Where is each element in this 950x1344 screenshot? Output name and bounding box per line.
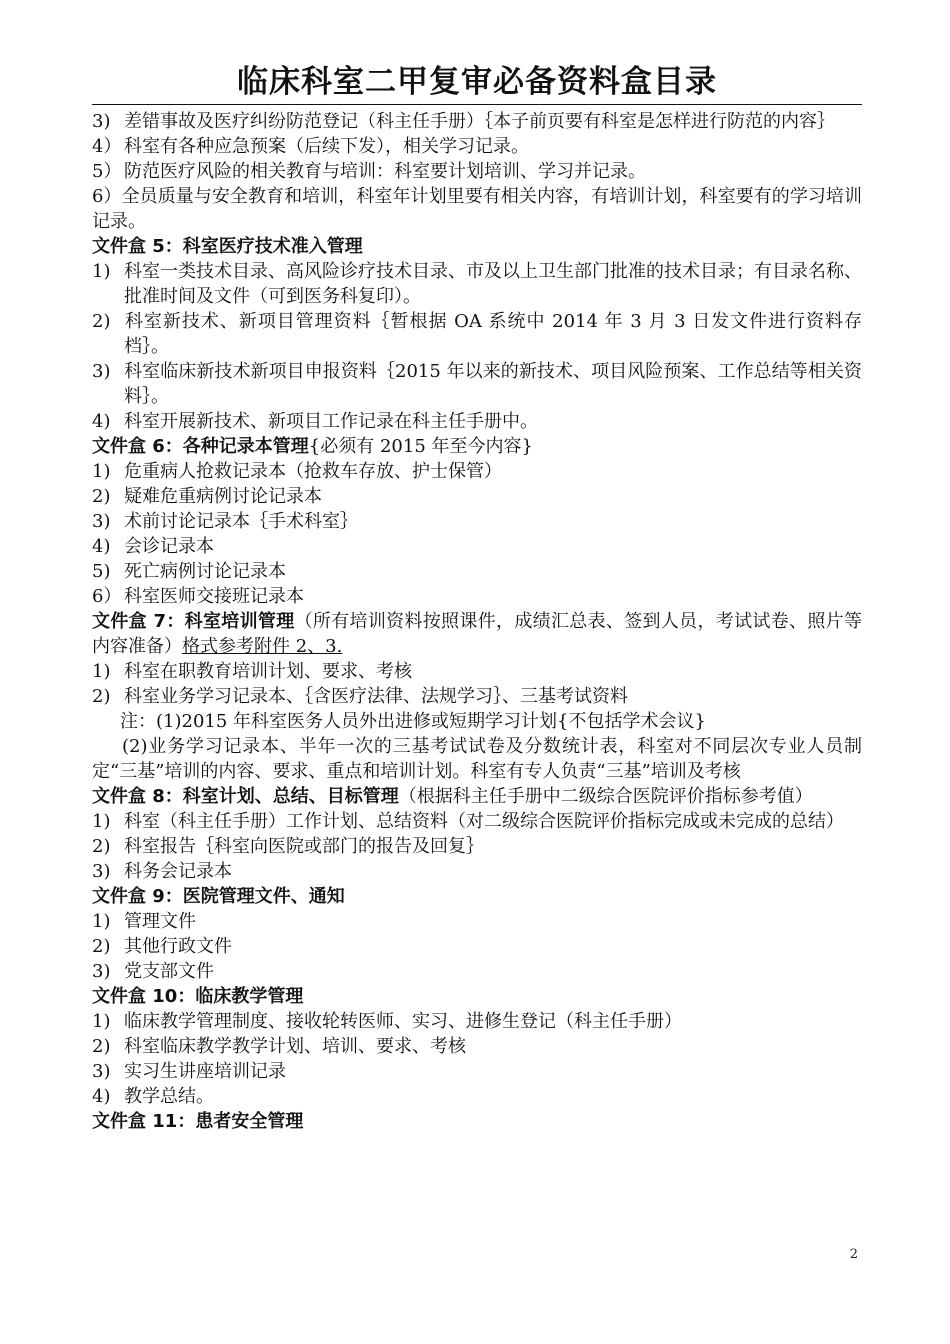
- item-number: 4): [92, 1086, 111, 1107]
- item-text: 防范医疗风险的相关教育与培训：科室要计划培训、学习并记录。: [124, 161, 646, 182]
- item-number: 3): [92, 361, 111, 382]
- reference-link: 格式参考附件 2、3.: [182, 636, 343, 657]
- section-heading-text: 文件盒 8：科室计划、总结、目标管理: [92, 786, 399, 807]
- document-page: [92, 60, 862, 1134]
- list-item: [92, 909, 862, 934]
- section-heading-box6: [92, 434, 862, 459]
- item-number: 1): [92, 661, 111, 682]
- page-title: 临床科室二甲复审必备资料盒目录: [237, 64, 717, 100]
- item-text: 党支部文件: [124, 961, 214, 982]
- section-heading-note: （根据科主任手册中二级综合医院评价指标参考值）: [398, 786, 813, 807]
- item-number: 5）: [92, 161, 122, 182]
- section-heading-box10: [92, 984, 862, 1009]
- item-text: 科室（科主任手册）工作计划、总结资料（对二级综合医院评价指标完成或未完成的总结）: [124, 811, 844, 832]
- list-item: [92, 834, 862, 859]
- item-text: 科室有各种应急预案（后续下发），相关学习记录。: [124, 136, 529, 157]
- section-heading-text: 文件盒 11：患者安全管理: [92, 1111, 304, 1132]
- item-number: 3): [92, 111, 111, 132]
- list-item: [92, 1009, 862, 1034]
- item-number: 4): [92, 411, 111, 432]
- item-text: 科室新技术、新项目管理资料｛暂根据 OA 系统中 2014 年 3 月 3 日发文件进行资料存档｝。: [124, 311, 862, 357]
- item-text: 会诊记录本: [124, 536, 214, 557]
- item-text: 科室临床教学教学计划、培训、要求、考核: [124, 1036, 466, 1057]
- page-number: 2: [849, 1247, 858, 1262]
- item-text: 科室报告｛科室向医院或部门的报告及回复｝: [124, 836, 484, 857]
- item-text: 科室一类技术目录、高风险诊疗技术目录、市及以上卫生部门批准的技术目录；有目录名称、批准时间及文件（可到医务科复印）。: [124, 261, 862, 307]
- item-text: 管理文件: [124, 911, 196, 932]
- list-item: [92, 484, 862, 509]
- item-text: 临床教学管理制度、接收轮转医师、实习、进修生登记（科主任手册）: [124, 1011, 682, 1032]
- item-number: 1): [92, 811, 111, 832]
- list-item: [92, 659, 862, 684]
- item-text: 死亡病例讨论记录本: [124, 561, 286, 582]
- item-number: 1): [92, 461, 111, 482]
- item-number: 5): [92, 561, 111, 582]
- item-text: 科务会记录本: [124, 861, 232, 882]
- item-number: 2): [92, 686, 111, 707]
- section-heading-text: 文件盒 7：科室培训管理: [92, 611, 295, 632]
- title-divider: [92, 104, 862, 105]
- item-text: 科室开展新技术、新项目工作记录在科主任手册中。: [124, 411, 538, 432]
- item-number: 2): [92, 1036, 111, 1057]
- list-item: [92, 559, 862, 584]
- section-heading-box11: [92, 1109, 862, 1134]
- item-text: 实习生讲座培训记录: [124, 1061, 286, 1082]
- list-item: [92, 109, 862, 134]
- section-heading-text: 文件盒 9：医院管理文件、通知: [92, 886, 345, 907]
- note-text: 注：(1)2015 年科室医务人员外出进修或短期学习计划{不包括学术会议}: [120, 711, 706, 732]
- item-text: 科室临床新技术新项目申报资料｛2015 年以来的新技术、项目风险预案、工作总结等相关资料｝。: [124, 361, 862, 407]
- section-heading-note: （所有培训资料按照课件，成绩汇总表、签到人员，考试试卷、照片等内容准备）: [92, 611, 862, 657]
- item-text: 疑难危重病例讨论记录本: [124, 486, 322, 507]
- list-item: [92, 534, 862, 559]
- item-number: 6）: [92, 586, 122, 607]
- list-item: [92, 809, 862, 834]
- list-item: [92, 359, 862, 409]
- item-number: 3): [92, 511, 111, 532]
- section-heading-box9: [92, 884, 862, 909]
- section-heading-text: 文件盒 5：科室医疗技术准入管理: [92, 236, 363, 257]
- list-item: [92, 859, 862, 884]
- item-text: 科室在职教育培训计划、要求、考核: [124, 661, 412, 682]
- item-number: 2): [92, 486, 111, 507]
- section-heading-text: 文件盒 10：临床教学管理: [92, 986, 304, 1007]
- item-number: 4): [92, 536, 111, 557]
- item-text: 其他行政文件: [124, 936, 232, 957]
- item-number: 3): [92, 861, 111, 882]
- list-item: 6）全员质量与安全教育和培训，科室年计划里要有相关内容，有培训计划，科室要有的学习培训记录。: [92, 186, 862, 232]
- item-text: 术前讨论记录本｛手术科室｝: [124, 511, 358, 532]
- section-heading-box8: [92, 784, 862, 809]
- list-item: [92, 259, 862, 309]
- list-item: [92, 459, 862, 484]
- list-item: [92, 409, 862, 434]
- list-item: [92, 934, 862, 959]
- item-number: 2): [92, 936, 111, 957]
- item-text: 科室业务学习记录本、｛含医疗法律、法规学习｝、三基考试资料: [124, 686, 628, 707]
- item-number: 3): [92, 961, 111, 982]
- note-text: (2)业务学习记录本、半年一次的三基考试试卷及分数统计表，科室对不同层次专业人员制定“三基”培训的内容、要求、重点和培训计划。科室有专人负责“三基”培训及考核: [92, 736, 862, 782]
- list-item: [92, 134, 862, 159]
- item-text: 科室医师交接班记录本: [124, 586, 304, 607]
- item-number: 1): [92, 1011, 111, 1032]
- list-item: [92, 159, 862, 184]
- item-text: 危重病人抢救记录本（抢救车存放、护士保管）: [124, 461, 502, 482]
- item-number: 3): [92, 1061, 111, 1082]
- item-number: 2): [92, 311, 111, 332]
- item-number: 4）: [92, 136, 122, 157]
- section-heading-text: 文件盒 6：各种记录本管理: [92, 436, 309, 457]
- list-item: [92, 1059, 862, 1084]
- section-heading-box5: [92, 234, 862, 259]
- section-heading-note: {必须有 2015 年至今内容}: [308, 436, 533, 457]
- item-number: 2): [92, 836, 111, 857]
- list-item: [92, 584, 862, 609]
- item-text: 差错事故及医疗纠纷防范登记（科主任手册）｛本子前页要有科室是怎样进行防范的内容｝: [124, 111, 835, 132]
- list-item: [92, 684, 862, 709]
- list-item: [92, 1084, 862, 1109]
- list-item: [92, 309, 862, 359]
- list-item: [92, 509, 862, 534]
- item-number: 1): [92, 911, 111, 932]
- list-item: [92, 1034, 862, 1059]
- section-heading-box7: [92, 609, 862, 659]
- list-item: [92, 959, 862, 984]
- item-number: 1): [92, 261, 111, 282]
- item-text: 教学总结。: [124, 1086, 214, 1107]
